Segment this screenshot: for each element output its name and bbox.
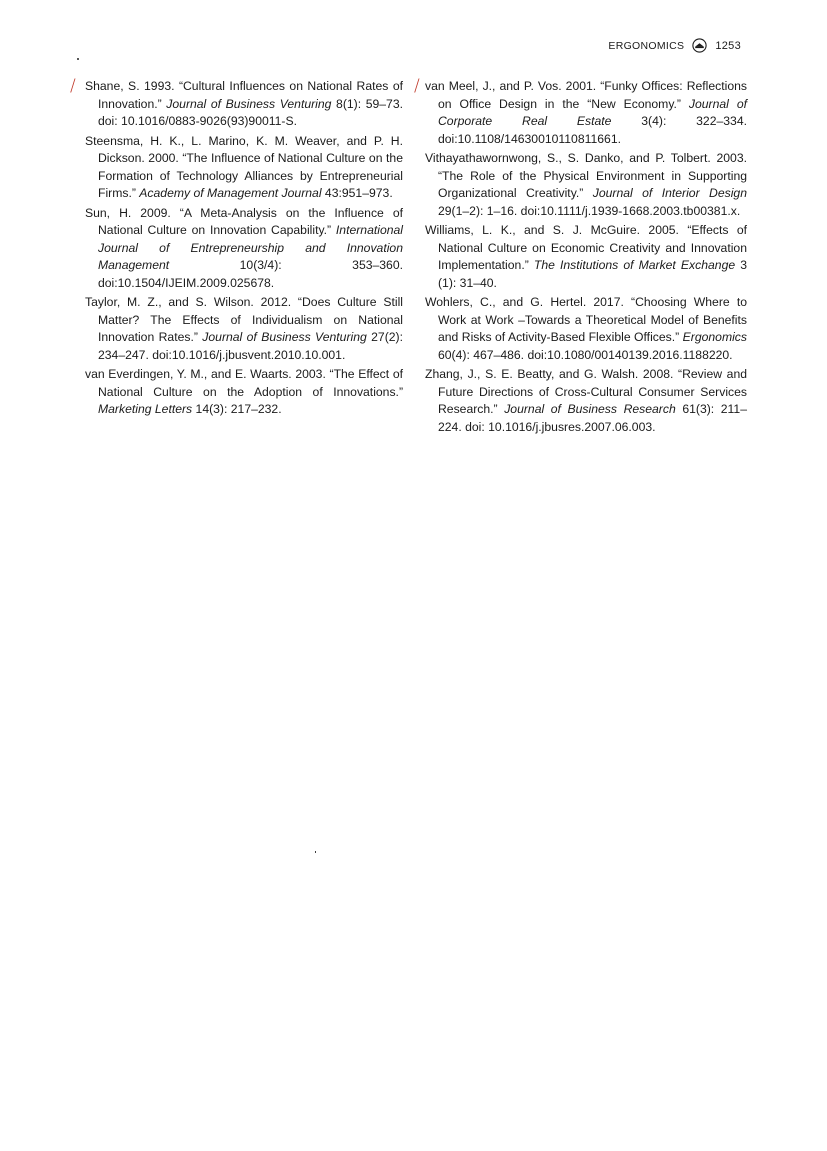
page-number: 1253: [715, 39, 741, 52]
reference-text: Williams, L. K., and S. J. McGuire. 2005. “Effects of National Culture on Economic Creativity and Innovation Implementation.”: [425, 223, 747, 272]
reference-text: Steensma, H. K., L. Marino, K. M. Weaver, and P. H. Dickson. 2000. “The Influence of National Culture on the Formation of Technology Alliances by Entrepreneurial Firms.”: [85, 133, 403, 200]
scan-speck: [315, 851, 316, 853]
journal-logo-icon: [692, 38, 707, 53]
reference-details: 60(4): 467–486. doi:10.1080/00140139.2016.1188220.: [438, 347, 733, 362]
reference-journal: International Journal of Entrepreneurship and Innovation Management: [98, 223, 403, 272]
running-header: [608, 38, 741, 53]
reference-details: 10(3/4): 353–360. doi:10.1504/IJEIM.2009.025678.: [98, 258, 403, 290]
reference-text: Taylor, M. Z., and S. Wilson. 2012. “Does Culture Still Matter? The Effects of Individualism on National Innovation Rates.”: [85, 295, 403, 344]
reference-entry: [85, 366, 403, 419]
journal-name: ERGONOMICS: [608, 39, 685, 52]
references-right-column: [425, 78, 747, 438]
reference-details: 3 (1): 31–40.: [438, 258, 747, 290]
reference-entry: [425, 150, 747, 220]
reference-text: Zhang, J., S. E. Beatty, and G. Walsh. 2008. “Review and Future Directions of Cross-Cultural Consumer Services Research.”: [425, 367, 747, 416]
pen-annotation-mark: /: [70, 76, 76, 96]
reference-details: 3(4): 322–334. doi:10.1108/14630010110811661.: [438, 114, 747, 146]
reference-journal: Journal of Corporate Real Estate: [438, 96, 747, 128]
scan-speck: [77, 58, 79, 60]
reference-entry: [425, 366, 747, 436]
reference-journal: Journal of Business Venturing: [202, 330, 367, 344]
reference-text: van Everdingen, Y. M., and E. Waarts. 2003. “The Effect of National Culture on the Adoption of Innovations.”: [85, 367, 403, 399]
reference-text: Sun, H. 2009. “A Meta-Analysis on the Influence of National Culture on Innovation Capability.”: [85, 205, 403, 237]
reference-text: van Meel, J., and P. Vos. 2001. “Funky Offices: Reflections on Office Design in the “New Economy.”: [425, 79, 747, 111]
reference-entry: [85, 78, 403, 131]
reference-details: 61(3): 211–224. doi: 10.1016/j.jbusres.2007.06.003.: [438, 402, 747, 434]
reference-journal: Journal of Business Venturing: [166, 96, 332, 111]
reference-entry: [85, 205, 403, 293]
reference-text: Vithayathawornwong, S., S. Danko, and P. Tolbert. 2003. “The Role of the Physical Environment in Supporting Organizational Creativity.”: [425, 151, 747, 200]
reference-journal: The Institutions of Market Exchange: [533, 258, 736, 272]
reference-entry: [85, 133, 403, 203]
reference-journal: Journal of Business Research: [504, 402, 676, 416]
pen-annotation-mark: /: [414, 76, 420, 96]
reference-text: Shane, S. 1993. “Cultural Influences on National Rates of Innovation.”: [85, 79, 403, 111]
reference-details: 43:951–973.: [321, 186, 393, 200]
reference-details: 14(3): 217–232.: [192, 402, 282, 416]
reference-details: 27(2): 234–247. doi:10.1016/j.jbusvent.2010.10.001.: [98, 330, 403, 362]
reference-text: Wohlers, C., and G. Hertel. 2017. “Choosing Where to Work at Work –Towards a Theoretical Model of Benefits and Risks of Activity-Based Flexible Offices.”: [425, 295, 747, 344]
reference-journal: Marketing Letters: [98, 402, 193, 416]
reference-journal: Ergonomics: [682, 330, 747, 344]
reference-entry: [425, 78, 747, 148]
references-left-column: [85, 78, 403, 421]
reference-details: 29(1–2): 1–16. doi:10.1111/j.1939-1668.2003.tb00381.x.: [438, 203, 741, 218]
reference-journal: Journal of Interior Design: [592, 186, 747, 200]
reference-entry: [425, 294, 747, 364]
reference-entry: [425, 222, 747, 292]
reference-journal: Academy of Management Journal: [139, 186, 322, 200]
reference-details: 8(1): 59–73. doi: 10.1016/0883-9026(93)90011-S.: [98, 96, 403, 128]
reference-entry: [85, 294, 403, 364]
